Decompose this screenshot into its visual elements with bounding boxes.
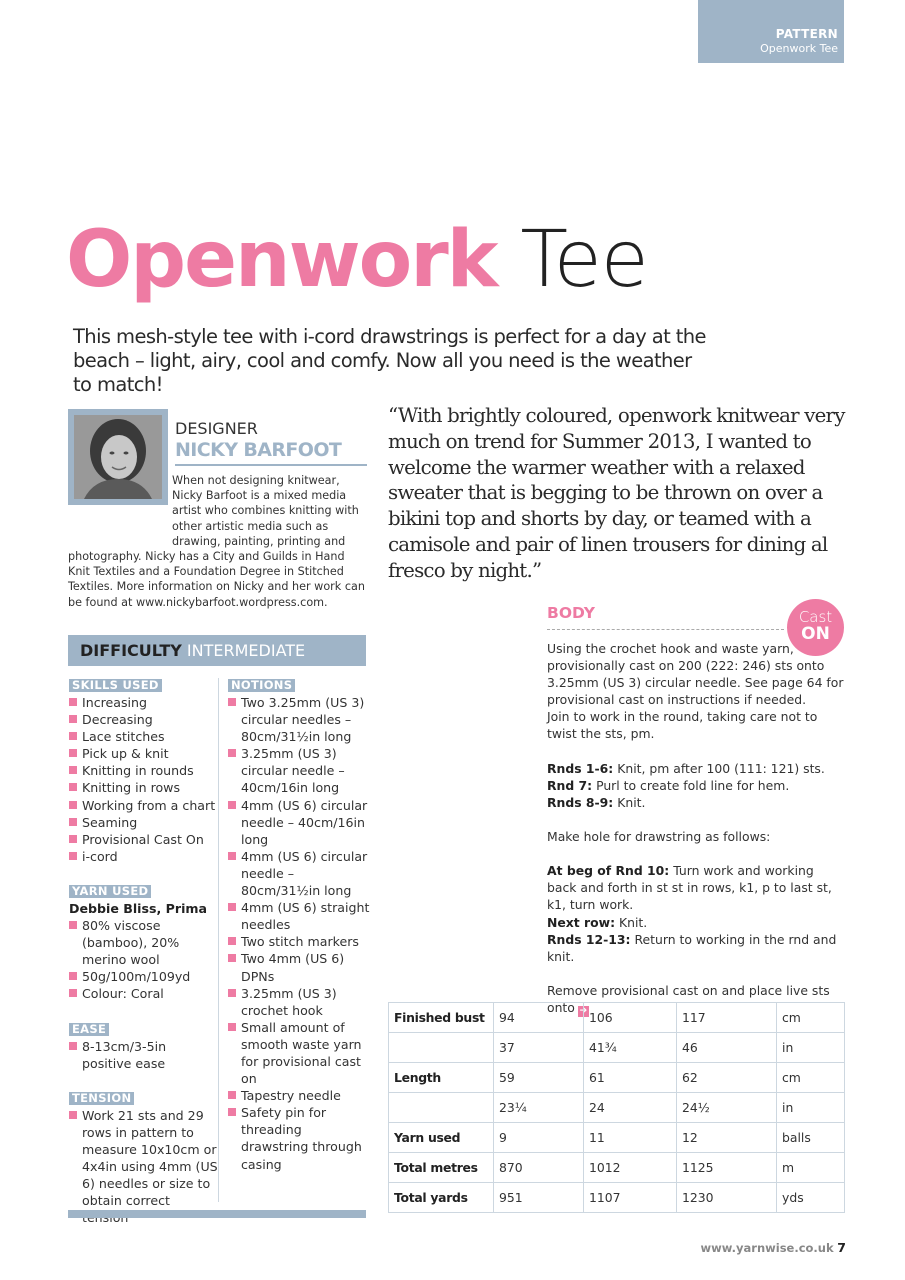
- table-cell: 61: [584, 1063, 677, 1093]
- table-cell: 24½: [677, 1093, 777, 1123]
- list-item: Two stitch markers: [228, 933, 370, 950]
- yarn-badge: YARN USED: [69, 885, 151, 898]
- instruction-row: [547, 794, 847, 811]
- difficulty-label: DIFFICULTY: [80, 641, 182, 660]
- difficulty-value: INTERMEDIATE: [186, 641, 306, 660]
- list-item: 50g/100m/109yd: [69, 968, 219, 985]
- rnd-text: Turn work and working back and forth in st st in rows, k1, p to last st, k1, turn work.: [547, 863, 832, 913]
- list-item: 80% viscose (bamboo), 20% merino wool: [69, 917, 219, 968]
- list-item: Two 4mm (US 6) DPNs: [228, 950, 370, 984]
- table-row-label: [389, 1093, 494, 1123]
- body-para-2: Join to work in the round, taking care not to twist the sts, pm.: [547, 709, 818, 742]
- section-subtitle: Openwork Tee: [760, 42, 838, 55]
- table-cell: 1230: [677, 1183, 777, 1213]
- title-light: Tee: [520, 215, 648, 305]
- skills-list: [69, 694, 219, 865]
- instruction-row: [547, 931, 847, 965]
- cast-on-line1: Cast: [798, 608, 833, 626]
- designer-label: DESIGNER: [175, 419, 258, 438]
- table-cell: 9: [494, 1123, 584, 1153]
- rnd-label: Rnd 7:: [547, 777, 593, 793]
- cast-on-line2: ON: [801, 624, 830, 644]
- table-cell: 24: [584, 1093, 677, 1123]
- tension-badge: TENSION: [69, 1092, 134, 1105]
- table-row-label: Total yards: [389, 1183, 494, 1213]
- designer-name: NICKY BARFOOT: [175, 439, 342, 461]
- yarn-list: [69, 917, 219, 1002]
- list-item: Decreasing: [69, 711, 219, 728]
- yarn-name: Debbie Bliss, Prima: [69, 900, 208, 916]
- table-cell: 46: [677, 1033, 777, 1063]
- rnd-label: At beg of Rnd 10:: [547, 863, 670, 879]
- table-row: [389, 1123, 845, 1153]
- body-hole-text: Make hole for drawstring as follows:: [547, 829, 771, 845]
- rnd-text: Return to working in the rnd and knit.: [547, 931, 837, 964]
- table-row: [389, 1153, 845, 1183]
- table-row: [389, 1033, 845, 1063]
- table-cell: 62: [677, 1063, 777, 1093]
- table-cell: 94: [494, 1003, 584, 1033]
- table-cell: 117: [677, 1003, 777, 1033]
- ease-list: [69, 1038, 219, 1072]
- instruction-row: [547, 862, 847, 913]
- table-row: [389, 1063, 845, 1093]
- table-row-label: Total metres: [389, 1153, 494, 1183]
- table-cell: balls: [777, 1123, 845, 1153]
- ease-badge: EASE: [69, 1023, 109, 1036]
- table-cell: m: [777, 1153, 845, 1183]
- page-number: 7: [837, 1240, 846, 1255]
- title-bold: Openwork: [66, 215, 497, 305]
- table-cell: cm: [777, 1063, 845, 1093]
- rnd-text: Knit.: [617, 794, 646, 810]
- list-item: Working from a chart: [69, 797, 219, 814]
- table-cell: 106: [584, 1003, 677, 1033]
- body-para-1: Using the crochet hook and waste yarn, provisionally cast on 200 (222: 246) sts onto 3.25mm (US 3) circular needle. See page 64 for provisional cast on instructions if needed.: [547, 641, 844, 708]
- table-cell: in: [777, 1033, 845, 1063]
- list-item: Colour: Coral: [69, 985, 219, 1002]
- designer-bio-block: [68, 473, 367, 610]
- body-divider: [547, 629, 784, 630]
- notions-list: [228, 694, 370, 1173]
- intro-text: This mesh-style tee with i-cord drawstrings is perfect for a day at the beach – light, airy, cool and comfy. Now all you need is the weather to match!: [73, 325, 706, 396]
- table-row-label: Length: [389, 1063, 494, 1093]
- page-footer: [700, 1240, 846, 1255]
- table-cell: cm: [777, 1003, 845, 1033]
- section-label: PATTERN: [775, 27, 838, 41]
- tension-list: [69, 1107, 219, 1227]
- list-item: Small amount of smooth waste yarn for provisional cast on: [228, 1019, 370, 1087]
- list-item: 4mm (US 6) circular needle – 40cm/16in long: [228, 797, 370, 848]
- rnd-label: Next row:: [547, 914, 616, 930]
- list-item: Knitting in rounds: [69, 762, 219, 779]
- table-cell: in: [777, 1093, 845, 1123]
- table-cell: 1125: [677, 1153, 777, 1183]
- list-item: Safety pin for threading drawstring through casing: [228, 1104, 370, 1172]
- body-instructions: [547, 640, 847, 1017]
- table-cell: 23¼: [494, 1093, 584, 1123]
- instruction-row: [547, 777, 847, 794]
- designer-divider: [175, 464, 367, 466]
- instruction-row: [547, 914, 847, 931]
- designer-quote: “With brightly coloured, openwork knitwear very much on trend for Summer 2013, I wanted to welcome the warmer weather with a relaxed sweater that is begging to be thrown on over a bikini top and shorts by day, or teamed with a camisole and pair of linen trousers for dining al fresco by night.”: [388, 404, 845, 582]
- table-row-label: Finished bust: [389, 1003, 494, 1033]
- list-item: 8-13cm/3-5in positive ease: [69, 1038, 219, 1072]
- rnd-label: Rnds 12-13:: [547, 931, 631, 947]
- remove-text: Remove provisional cast on and place live sts onto: [547, 982, 830, 1015]
- list-item: Provisional Cast On: [69, 831, 219, 848]
- list-item: Increasing: [69, 694, 219, 711]
- table-cell: 12: [677, 1123, 777, 1153]
- left-column: [69, 676, 219, 1226]
- designer-bio: When not designing knitwear, Nicky Barfoot is a mixed media artist who combines knitting with other artistic media such as drawing, painting, printing and photography. Nicky has a City and Guilds in Hand Knit Textiles and a Foundation Degree in Stitched Textiles. More information on Nicky and her work can be found at www.nickybarfoot.wordpress.com.: [68, 474, 365, 609]
- page-title: [66, 210, 648, 310]
- rnd-text: Purl to create fold line for hem.: [596, 777, 790, 793]
- section-tab: [698, 0, 844, 63]
- footer-url[interactable]: www.yarnwise.co.uk: [700, 1241, 834, 1255]
- list-item: Seaming: [69, 814, 219, 831]
- table-cell: 59: [494, 1063, 584, 1093]
- list-item: 4mm (US 6) circular needle – 80cm/31½in long: [228, 848, 370, 899]
- bio-spacer: [68, 473, 172, 535]
- body-heading: BODY: [547, 604, 595, 622]
- table-cell: 41¾: [584, 1033, 677, 1063]
- list-item: i-cord: [69, 848, 219, 865]
- table-cell: yds: [777, 1183, 845, 1213]
- table-row-label: [389, 1033, 494, 1063]
- table-cell: 37: [494, 1033, 584, 1063]
- notions-badge: NOTIONS: [228, 679, 295, 692]
- list-item: Two 3.25mm (US 3) circular needles – 80cm/31½in long: [228, 694, 370, 745]
- list-item: Lace stitches: [69, 728, 219, 745]
- difficulty-bar: [68, 635, 366, 666]
- list-item: Pick up & knit: [69, 745, 219, 762]
- table-cell: 1107: [584, 1183, 677, 1213]
- designer-box: [68, 409, 367, 609]
- list-item: Tapestry needle: [228, 1087, 370, 1104]
- size-table: [388, 1002, 845, 1213]
- rnd-label: Rnds 1-6:: [547, 760, 614, 776]
- table-cell: 1012: [584, 1153, 677, 1183]
- list-item: 3.25mm (US 3) circular needle – 40cm/16in long: [228, 745, 370, 796]
- list-item: 3.25mm (US 3) crochet hook: [228, 985, 370, 1019]
- notions-column: [228, 676, 370, 1173]
- instruction-row: [547, 760, 847, 777]
- table-row: [389, 1183, 845, 1213]
- bottom-bar: [68, 1210, 366, 1218]
- table-row-label: Yarn used: [389, 1123, 494, 1153]
- table-row: [389, 1093, 845, 1123]
- rnd-text: Knit, pm after 100 (111: 121) sts.: [617, 760, 825, 776]
- table-cell: 951: [494, 1183, 584, 1213]
- list-item: Knitting in rows: [69, 779, 219, 796]
- rnd-label: Rnds 8-9:: [547, 794, 614, 810]
- list-item: 4mm (US 6) straight needles: [228, 899, 370, 933]
- list-item: Work 21 sts and 29 rows in pattern to measure 10x10cm or 4x4in using 4mm (US 6) needles or size to obtain correct: [69, 1107, 219, 1227]
- continue-arrow-icon: ➔: [579, 1005, 588, 1016]
- table-cell: 11: [584, 1123, 677, 1153]
- table-row: [389, 1003, 845, 1033]
- skills-badge: SKILLS USED: [69, 679, 162, 692]
- rnd-text: Knit.: [618, 914, 648, 930]
- table-cell: 870: [494, 1153, 584, 1183]
